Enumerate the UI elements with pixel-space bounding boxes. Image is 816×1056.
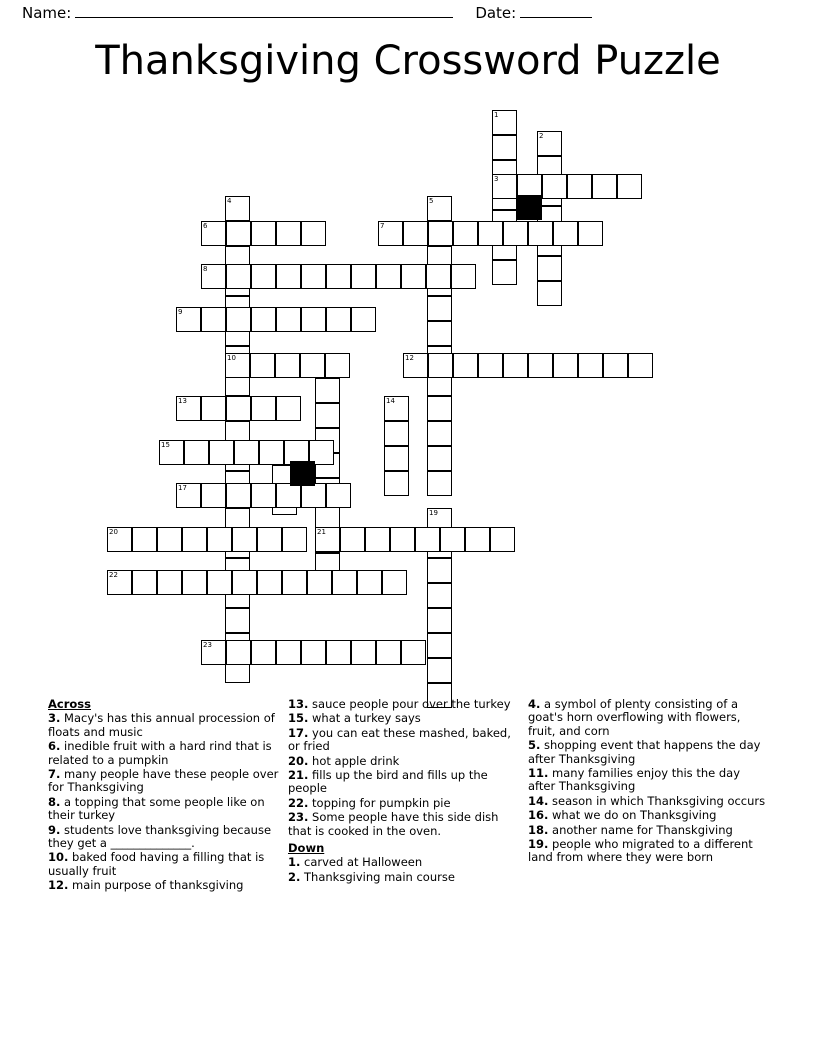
grid-cell[interactable] [282,527,307,552]
clue-item [48,824,280,851]
grid-cell[interactable] [226,483,251,508]
clue-text: Some people have this side dish that is cooked in the oven. [288,810,499,838]
clue-number: 15. [288,711,309,726]
grid-cell[interactable] [478,221,503,246]
clue-text: what we do on Thanksgiving [548,808,717,823]
clue-number: 16. [528,808,549,823]
grid-cell[interactable] [351,307,376,332]
grid-cell[interactable] [427,446,452,471]
clue-item [48,879,280,892]
grid-cell[interactable] [176,396,201,421]
clue-text: many people have these people over for Thanksgiving [48,767,279,795]
grid-cell[interactable] [315,527,340,552]
clue-number: 2. [288,869,301,884]
clue-text: baked food having a filling that is usually fruit [48,850,265,878]
grid-cell[interactable] [201,483,226,508]
down-clues-part1 [288,856,520,884]
grid-cell[interactable] [340,527,365,552]
grid-cell[interactable] [603,353,628,378]
grid-cell[interactable] [209,440,234,465]
grid-cell[interactable] [365,527,390,552]
clue-item [288,727,520,754]
grid-cell[interactable] [250,353,275,378]
grid-cell[interactable] [427,471,452,496]
grid-cell[interactable] [492,110,517,135]
grid-cell[interactable] [351,640,376,665]
clue-number: 4. [528,697,541,711]
grid-cell[interactable] [528,353,553,378]
grid-cell[interactable] [315,403,340,428]
clue-number: 1. [288,855,301,870]
grid-cell-blocked [290,461,315,486]
grid-cell-number: 17 [178,484,187,492]
grid-cell[interactable] [465,527,490,552]
clue-number: 10. [48,850,69,865]
grid-cell[interactable] [617,174,642,199]
clue-text: another name for Thanskgiving [548,822,733,837]
grid-cell[interactable] [276,483,301,508]
grid-cell[interactable] [628,353,653,378]
clue-item [528,698,768,738]
clue-text: season in which Thanksgiving occurs [548,793,766,808]
grid-cell[interactable] [225,353,250,378]
grid-cell[interactable] [282,570,307,595]
grid-cell-number: 6 [203,222,208,230]
grid-cell[interactable] [207,570,232,595]
grid-cell[interactable] [184,440,209,465]
clue-number: 20. [288,753,309,768]
grid-cell[interactable] [257,527,282,552]
clue-item [288,698,520,711]
clue-number: 19. [528,837,549,852]
grid-cell[interactable] [492,174,517,199]
grid-cell[interactable] [382,570,407,595]
grid-cell[interactable] [403,353,428,378]
grid-cell[interactable] [225,608,250,633]
clue-text: students love thanksgiving because they get a ______________. [48,822,272,851]
grid-cell-number: 23 [203,641,212,649]
grid-cell[interactable] [378,221,403,246]
grid-cell[interactable] [301,483,326,508]
grid-cell[interactable] [157,570,182,595]
grid-cell[interactable] [201,264,226,289]
grid-cell[interactable] [276,221,301,246]
clue-item [48,740,280,767]
clue-text: hot apple drink [308,753,400,768]
grid-cell[interactable] [478,353,503,378]
grid-cell[interactable] [453,353,478,378]
grid-cell[interactable] [201,307,226,332]
grid-cell[interactable] [553,353,578,378]
grid-cell[interactable] [427,633,452,658]
grid-cell[interactable] [301,307,326,332]
date-label: Date: [475,4,517,22]
grid-cell[interactable] [351,264,376,289]
grid-cell[interactable] [503,353,528,378]
grid-cell[interactable] [427,421,452,446]
clue-number: 9. [48,822,61,837]
grid-cell[interactable] [226,264,251,289]
grid-cell[interactable] [176,483,201,508]
grid-cell[interactable] [234,440,259,465]
clue-text: people who migrated to a different land from where they were born [528,837,753,865]
clue-item [48,796,280,823]
grid-cell[interactable] [390,527,415,552]
clue-number: 11. [528,766,549,781]
grid-cell[interactable] [427,396,452,421]
grid-cell[interactable] [326,307,351,332]
grid-cell[interactable] [226,640,251,665]
down-clues-part2 [528,698,768,865]
grid-cell[interactable] [427,321,452,346]
grid-cell[interactable] [567,174,592,199]
grid-cell[interactable] [326,264,351,289]
grid-cell-number: 15 [161,441,170,449]
clue-number: 23. [288,810,309,825]
grid-cell[interactable] [376,640,401,665]
grid-cell[interactable] [578,221,603,246]
name-label: Name: [22,4,72,22]
clue-number: 3. [48,711,61,726]
grid-cell[interactable] [451,264,476,289]
grid-cell-number: 22 [109,571,118,579]
grid-cell[interactable] [357,570,382,595]
grid-cell[interactable] [251,307,276,332]
grid-cell-number: 4 [227,197,232,205]
grid-cell[interactable] [427,608,452,633]
clue-number: 21. [288,768,309,783]
grid-cell[interactable] [226,307,251,332]
grid-cell[interactable] [427,583,452,608]
clue-column-3 [528,698,768,866]
clue-text: inedible fruit with a hard rind that is related to a pumpkin [48,739,272,767]
grid-cell[interactable] [490,527,515,552]
clue-text: topping for pumpkin pie [308,795,451,810]
grid-cell[interactable] [428,353,453,378]
grid-cell[interactable] [427,558,452,583]
grid-cell[interactable] [427,296,452,321]
across-clues-part1 [48,712,280,892]
grid-cell[interactable] [403,221,428,246]
across-clues-part2 [288,698,520,838]
grid-cell[interactable] [325,353,350,378]
grid-cell[interactable] [276,640,301,665]
name-write-line[interactable] [75,6,453,18]
grid-cell-number: 10 [227,354,236,362]
grid-cell-number: 13 [178,397,187,405]
grid-cell-number: 3 [494,175,499,183]
clue-number: 18. [528,822,549,837]
clue-text: shopping event that happens the day after Thanksgiving [528,738,761,766]
grid-cell[interactable] [226,221,251,246]
grid-cell[interactable] [492,260,517,285]
grid-cell[interactable] [427,196,452,221]
clue-number: 12. [48,878,69,893]
grid-cell[interactable] [276,264,301,289]
clue-text: a topping that some people like on their turkey [48,794,265,823]
grid-cell[interactable] [326,640,351,665]
clue-number: 14. [528,793,549,808]
clue-text: carved at Halloween [300,855,423,870]
clue-text: what a turkey says [308,711,421,726]
clue-item [528,767,768,794]
clue-column-1 [48,698,280,894]
clue-item [288,797,520,810]
grid-cell[interactable] [301,221,326,246]
clue-text: Thanksgiving main course [300,869,455,884]
grid-cell[interactable] [426,264,451,289]
grid-cell[interactable] [251,264,276,289]
grid-cell[interactable] [182,527,207,552]
grid-cell[interactable] [226,396,251,421]
grid-cell-number: 21 [317,528,326,536]
grid-cell-number: 8 [203,265,208,273]
grid-cell-blocked [517,195,542,220]
clue-text: main purpose of thanksgiving [68,878,244,893]
clue-number: 5. [528,738,541,753]
grid-cell[interactable] [182,570,207,595]
clue-item [288,871,520,884]
clue-text: many families enjoy this the day after Thanksgiving [528,766,741,794]
grid-cell[interactable] [384,471,409,496]
date-write-line[interactable] [520,6,592,18]
grid-cell[interactable] [415,527,440,552]
clue-number: 7. [48,767,61,782]
student-info-header [0,0,816,22]
clue-item [48,851,280,878]
clue-item [288,769,520,796]
clue-number: 17. [288,725,309,740]
grid-cell[interactable] [537,256,562,281]
clue-text: sauce people pour over the turkey [308,697,511,711]
grid-cell[interactable] [300,353,325,378]
clue-item [528,739,768,766]
clue-item [528,838,768,865]
clue-item [288,856,520,869]
grid-cell[interactable] [207,527,232,552]
grid-cell[interactable] [157,527,182,552]
clue-text: Macy's has this annual procession of floats and music [48,711,275,739]
clue-column-2 [288,698,520,885]
grid-cell[interactable] [257,570,282,595]
grid-cell[interactable] [440,527,465,552]
grid-cell[interactable] [528,221,553,246]
clue-text: fills up the bird and fills up the people [288,768,488,796]
grid-cell[interactable] [251,396,276,421]
grid-cell[interactable] [307,570,332,595]
grid-cell[interactable] [537,281,562,306]
grid-cell[interactable] [276,307,301,332]
grid-cell-number: 7 [380,222,385,230]
grid-cell[interactable] [427,658,452,683]
clue-number: 13. [288,697,309,711]
down-heading: Down [288,841,325,856]
grid-cell[interactable] [132,570,157,595]
clue-number: 22. [288,795,309,810]
grid-cell-number: 12 [405,354,414,362]
grid-cell[interactable] [225,196,250,221]
crossword-grid[interactable] [0,105,816,690]
grid-cell[interactable] [578,353,603,378]
grid-cell[interactable] [592,174,617,199]
grid-cell[interactable] [232,527,257,552]
grid-cell[interactable] [453,221,478,246]
grid-cell-number: 2 [539,132,544,140]
grid-cell[interactable] [384,421,409,446]
clue-item [528,795,768,808]
grid-cell[interactable] [492,135,517,160]
grid-cell[interactable] [401,264,426,289]
grid-cell-number: 9 [178,308,183,316]
grid-cell[interactable] [259,440,284,465]
page-title: Thanksgiving Crossword Puzzle [95,38,721,84]
grid-cell[interactable] [301,264,326,289]
grid-cell-number: 14 [386,397,395,405]
grid-cell-number: 20 [109,528,118,536]
grid-cell[interactable] [401,640,426,665]
grid-cell[interactable] [275,353,300,378]
grid-cell[interactable] [276,396,301,421]
grid-cell[interactable] [332,570,357,595]
grid-cell-number: 19 [429,509,438,517]
clue-item [528,809,768,822]
grid-cell[interactable] [251,221,276,246]
clue-text: a symbol of plenty consisting of a goat's horn overflowing with flowers, fruit, and corn [528,697,741,738]
grid-cell[interactable] [201,396,226,421]
grid-cell[interactable] [428,221,453,246]
clue-number: 6. [48,739,61,754]
grid-cell[interactable] [107,570,132,595]
grid-cell[interactable] [542,174,567,199]
grid-cell[interactable] [201,640,226,665]
grid-cell[interactable] [503,221,528,246]
clue-item [48,768,280,795]
clue-number: 8. [48,794,61,809]
clue-item [528,824,768,837]
grid-cell[interactable] [251,483,276,508]
grid-cell-number: 5 [429,197,434,205]
clue-item [48,712,280,739]
clue-text: you can eat these mashed, baked, or fried [288,725,511,754]
clue-item [288,755,520,768]
grid-cell[interactable] [537,131,562,156]
grid-cell[interactable] [201,221,226,246]
grid-cell[interactable] [384,396,409,421]
grid-cell[interactable] [107,527,132,552]
clue-item [288,811,520,838]
grid-cell[interactable] [176,307,201,332]
clue-item [288,712,520,725]
grid-cell[interactable] [315,378,340,403]
grid-cell[interactable] [326,483,351,508]
grid-cell[interactable] [159,440,184,465]
grid-cell[interactable] [376,264,401,289]
grid-cell[interactable] [553,221,578,246]
grid-cell[interactable] [232,570,257,595]
grid-cell[interactable] [384,446,409,471]
grid-cell[interactable] [301,640,326,665]
grid-cell[interactable] [132,527,157,552]
grid-cell[interactable] [251,640,276,665]
across-heading: Across [48,697,91,711]
grid-cell-number: 1 [494,111,499,119]
